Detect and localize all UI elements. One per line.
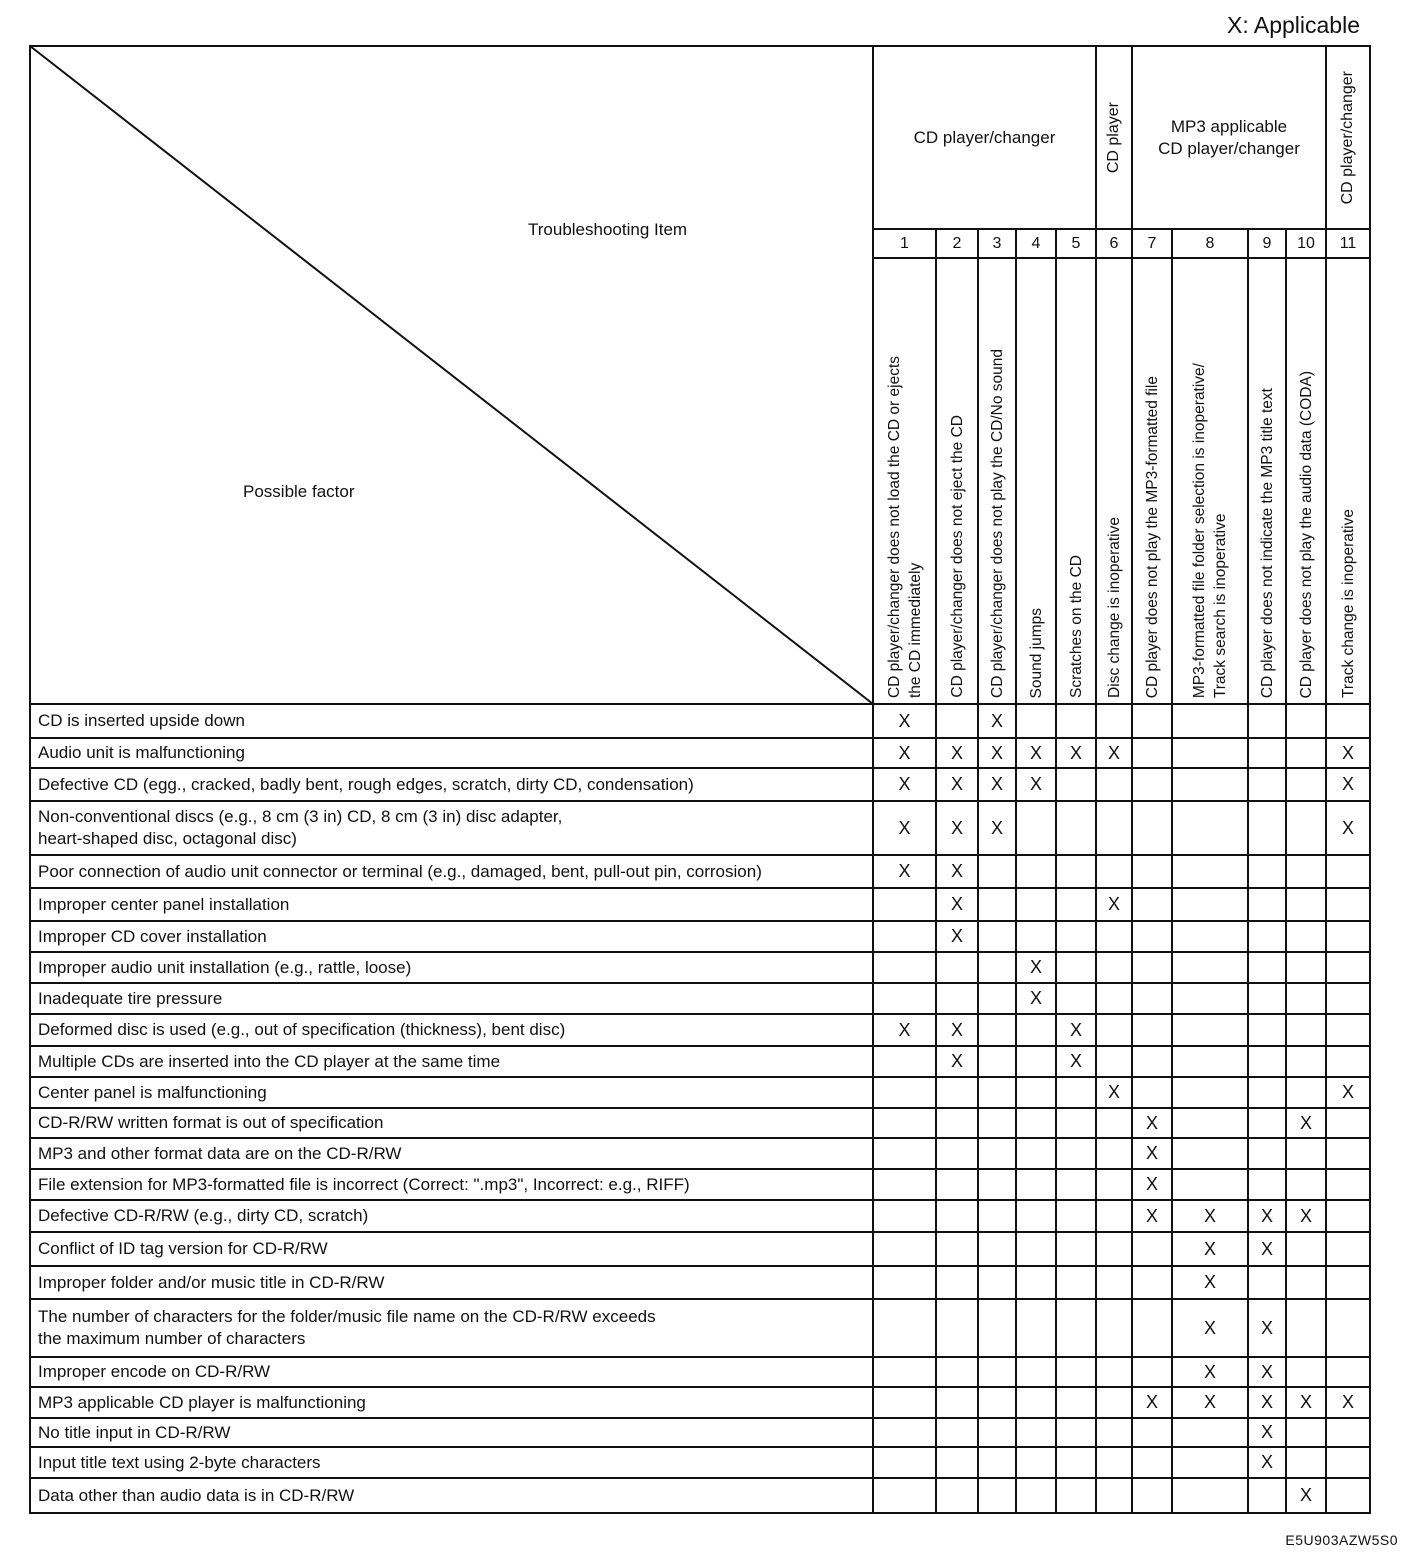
column-header	[1286, 264, 1326, 698]
factor-cell: CD-R/RW written format is out of specification	[38, 1113, 384, 1132]
applicable-mark: X	[950, 1051, 963, 1071]
column-number: 3	[992, 234, 1002, 252]
factor-cell: Improper audio unit installation (e.g., rattle, loose)	[38, 957, 412, 977]
applicable-mark: X	[950, 817, 963, 838]
factor-cell: Improper CD cover installation	[38, 926, 267, 946]
applicable-mark: X	[1260, 1238, 1273, 1259]
applicable-mark: X	[950, 894, 963, 914]
applicable-mark: X	[1029, 957, 1042, 977]
factor-cell: Improper folder and/or music title in CD-R/RW	[38, 1272, 385, 1292]
applicable-mark: X	[1145, 1112, 1158, 1133]
applicable-mark: X	[1299, 1392, 1312, 1412]
applicable-mark: X	[1260, 1205, 1273, 1226]
applicable-mark: X	[1029, 742, 1042, 763]
applicable-mark: X	[1260, 1361, 1273, 1382]
applicable-mark: X	[1260, 1317, 1273, 1338]
applicable-mark: X	[1203, 1272, 1216, 1292]
applicable-mark: X	[1069, 742, 1082, 763]
applicable-mark: X	[1069, 1019, 1082, 1040]
column-header	[978, 264, 1016, 698]
applicable-mark: X	[990, 742, 1003, 763]
applicable-mark: X	[1341, 742, 1354, 763]
applicable-mark: X	[1203, 1361, 1216, 1382]
applicable-mark: X	[990, 774, 1003, 794]
factor-cell: Improper encode on CD-R/RW	[38, 1362, 271, 1381]
group-header: MP3 applicable CD player/changer	[1158, 116, 1300, 158]
applicable-mark: X	[1069, 1051, 1082, 1071]
document-code: E5U903AZW5S0	[1285, 1532, 1398, 1548]
legend-applicable: X: Applicable	[1227, 12, 1360, 38]
applicable-mark: X	[1260, 1452, 1273, 1472]
factor-cell: Deformed disc is used (e.g., out of specification (thickness), bent disc)	[38, 1020, 566, 1039]
applicable-mark: X	[898, 817, 911, 838]
column-header-text: Scratches on the CD	[1067, 554, 1085, 698]
applicable-mark: X	[950, 861, 963, 881]
applicable-mark: X	[898, 742, 911, 763]
applicable-mark: X	[950, 926, 963, 946]
column-number: 10	[1297, 234, 1315, 252]
applicable-mark: X	[1299, 1205, 1312, 1226]
factor-cell: Conflict of ID tag version for CD-R/RW	[38, 1239, 328, 1258]
factor-cell: MP3 and other format data are on the CD-R/RW	[38, 1143, 402, 1163]
applicable-mark: X	[990, 710, 1003, 731]
column-header-text: CD player does not indicate the MP3 title text	[1258, 387, 1276, 698]
column-header	[1326, 264, 1370, 698]
applicable-mark: X	[1107, 1082, 1120, 1102]
column-header	[1056, 264, 1096, 698]
applicable-mark: X	[1029, 774, 1042, 794]
column-header-text: CD player/changer does not eject the CD	[948, 415, 966, 698]
applicable-mark: X	[898, 861, 911, 881]
applicable-mark: X	[1299, 1112, 1312, 1133]
factor-cell: Multiple CDs are inserted into the CD player at the same time	[38, 1051, 501, 1071]
column-header-text: CD player/changer does not play the CD/No sound	[988, 349, 1006, 698]
column-number: 5	[1071, 234, 1081, 252]
applicable-mark: X	[1203, 1238, 1216, 1259]
factor-cell: MP3 applicable CD player is malfunctioning	[38, 1392, 366, 1412]
group-header	[1326, 46, 1370, 229]
column-header	[873, 264, 936, 698]
applicable-mark: X	[1341, 1392, 1354, 1412]
corner-diagonal	[30, 46, 873, 704]
applicable-mark: X	[990, 817, 1003, 838]
column-header	[1132, 264, 1172, 698]
applicable-mark: X	[1260, 1422, 1273, 1442]
applicable-mark: X	[950, 1019, 963, 1040]
group-header-text: CD player	[1105, 101, 1122, 174]
applicable-mark: X	[1029, 988, 1042, 1008]
column-number: 11	[1339, 234, 1357, 252]
factor-cell: The number of characters for the folder/music file name on the CD-R/RW exceeds the maximum number of characters	[38, 1307, 656, 1348]
column-header	[1248, 264, 1286, 698]
factor-cell: Data other than audio data is in CD-R/RW	[38, 1485, 355, 1505]
applicable-mark: X	[1107, 742, 1120, 763]
applicable-mark: X	[950, 774, 963, 794]
column-number: 7	[1147, 234, 1157, 252]
factor-cell: Defective CD (egg., cracked, badly bent, rough edges, scratch, dirty CD, condensation)	[38, 774, 694, 794]
column-header-text: Track change is inoperative	[1339, 509, 1357, 698]
applicable-mark: X	[1145, 1143, 1158, 1163]
factor-cell: Audio unit is malfunctioning	[38, 743, 245, 762]
column-header-text: Sound jumps	[1027, 607, 1045, 698]
applicable-mark: X	[898, 774, 911, 794]
column-header	[1096, 264, 1132, 698]
applicable-mark: X	[1145, 1174, 1158, 1194]
factor-cell: Center panel is malfunctioning	[38, 1082, 267, 1102]
applicable-mark: X	[1145, 1392, 1158, 1412]
applicable-mark: X	[1203, 1317, 1216, 1338]
column-header-text: MP3-formatted file folder selection is inoperative/ Track search is inoperative	[1191, 362, 1229, 698]
column-number: 1	[900, 234, 909, 252]
column-header-text: CD player does not play the MP3-formatted file	[1143, 375, 1161, 698]
factor-cell: Non-conventional discs (e.g., 8 cm (3 in) CD, 8 cm (3 in) disc adapter, heart-shaped disc, octagonal disc)	[38, 807, 563, 848]
column-header-text: CD player/changer does not load the CD or ejects the CD immediately	[885, 355, 924, 698]
factor-cell: Poor connection of audio unit connector or terminal (e.g., damaged, bent, pull-out pin, corrosion)	[38, 861, 762, 881]
column-header	[1172, 264, 1248, 698]
troubleshooting-matrix	[30, 46, 1370, 1513]
factor-cell: Inadequate tire pressure	[38, 988, 223, 1008]
group-header: CD player/changer	[913, 127, 1056, 147]
factor-cell: File extension for MP3-formatted file is incorrect (Correct: ".mp3", Incorrect: e.g., RIFF)	[38, 1174, 690, 1194]
factor-cell: No title input in CD-R/RW	[38, 1422, 231, 1442]
applicable-mark: X	[1107, 894, 1120, 914]
applicable-mark: X	[1203, 1392, 1216, 1412]
applicable-mark: X	[898, 1019, 911, 1040]
column-number: 6	[1109, 234, 1119, 252]
possible-factor-label: Possible factor	[243, 482, 355, 501]
column-number: 8	[1205, 234, 1215, 252]
column-header	[936, 264, 978, 698]
applicable-mark: X	[1145, 1205, 1158, 1226]
group-header	[1096, 46, 1132, 229]
column-header	[1016, 264, 1056, 698]
column-number: 4	[1031, 234, 1041, 252]
applicable-mark: X	[1299, 1485, 1312, 1505]
troubleshooting-item-label: Troubleshooting Item	[528, 220, 688, 239]
factor-cell: CD is inserted upside down	[38, 711, 245, 730]
factor-cell: Input title text using 2-byte characters	[38, 1452, 321, 1472]
applicable-mark: X	[1203, 1205, 1216, 1226]
factor-cell: Defective CD-R/RW (e.g., dirty CD, scratch)	[38, 1206, 369, 1225]
column-number: 2	[952, 234, 962, 252]
column-number: 9	[1262, 234, 1272, 252]
column-header-text: CD player does not play the audio data (CODA)	[1297, 370, 1315, 698]
applicable-mark: X	[1260, 1392, 1273, 1412]
factor-cell: Improper center panel installation	[38, 894, 290, 914]
applicable-mark: X	[950, 742, 963, 763]
column-header-text: Disc change is inoperative	[1105, 517, 1123, 698]
applicable-mark: X	[1341, 817, 1354, 838]
applicable-mark: X	[1341, 1082, 1354, 1102]
applicable-mark: X	[898, 710, 911, 731]
applicable-mark: X	[1341, 774, 1354, 794]
group-header-text: CD player/changer	[1339, 70, 1356, 205]
